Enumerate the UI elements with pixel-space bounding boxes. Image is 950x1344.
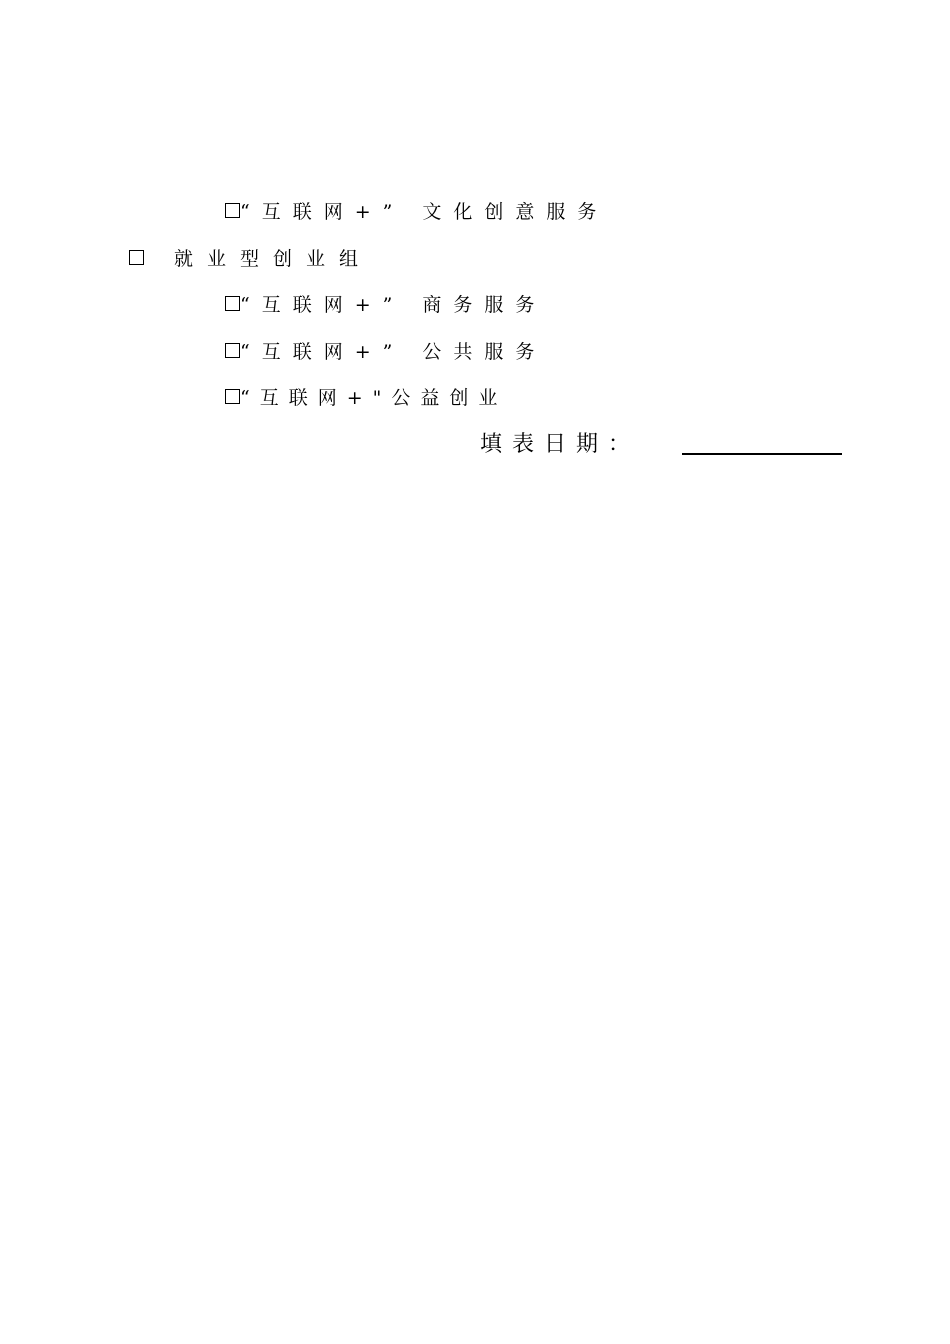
- option-internet-business-services[interactable]: [225, 291, 546, 315]
- option-internet-public-welfare-startup[interactable]: [225, 384, 507, 408]
- option-label: “互联网+” 文化创意服务: [240, 200, 609, 223]
- option-label: “互联网+” 公共服务: [240, 340, 547, 363]
- checkbox[interactable]: [225, 296, 240, 311]
- option-label: “互联网+” 商务服务: [240, 293, 547, 316]
- checkbox[interactable]: [225, 203, 240, 218]
- checkbox[interactable]: [225, 389, 240, 404]
- fill-date-label: 填表日期：: [480, 432, 641, 457]
- checkbox[interactable]: [129, 250, 144, 265]
- fill-date-blank[interactable]: [682, 453, 842, 455]
- option-label: 就业型创业组: [174, 247, 373, 270]
- option-internet-cultural-creative[interactable]: [225, 198, 608, 222]
- option-employment-startup-group[interactable]: [129, 245, 372, 269]
- option-label: “互联网+"公益创业: [240, 386, 508, 409]
- fill-date-field: [480, 428, 842, 458]
- checkbox[interactable]: [225, 343, 240, 358]
- option-internet-public-services[interactable]: [225, 338, 546, 362]
